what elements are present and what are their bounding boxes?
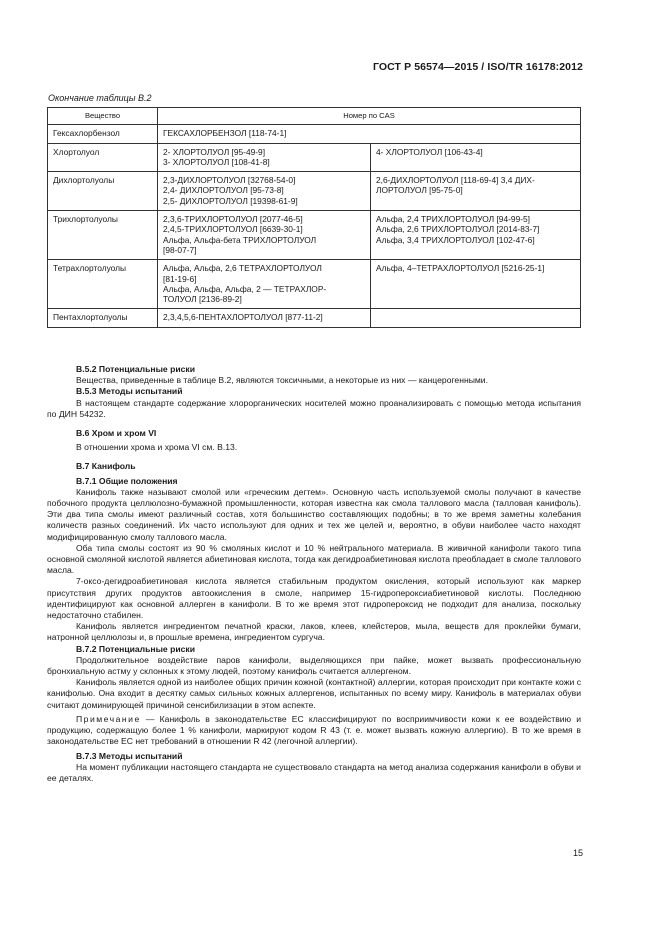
cas-line: ТОЛУОЛ [2136-89-2]: [163, 294, 242, 305]
cas-line: Альфа, Альфа-бета ТРИХЛОРТОЛУОЛ: [163, 234, 317, 245]
cas-cell: [158, 125, 581, 143]
document-header: ГОСТ Р 56574—2015 / ISO/TR 16178:2012: [372, 61, 583, 73]
paragraph: Канифоль является одной из наиболее общих причин кожной (контактной) аллергии, которая происходит при контакте кожи с канифолью. Она входит в десятку самых сильных кожных аллергенов, испытанных по всему миру. Канифоль в материалах обуви считают доминирующей причиной сенсибилизации в этом аспекте.: [47, 677, 581, 710]
section-heading-b73: В.7.3 Методы испытаний: [76, 750, 183, 761]
paragraph: Канифоль является ингредиентом печатной краски, лаков, клеев, клейстеров, мыла, веществ для проклейки бумаги, натронной целлюлозы и, в прошлые времена, ингредиентом сургуча.: [47, 621, 581, 643]
substance-cell: Дихлортолуолы: [48, 172, 158, 211]
cas-cell: [371, 143, 581, 172]
cas-line: [81-19-6]: [163, 273, 197, 284]
cas-line: Альфа, 4–ТЕТРАХЛОРТОЛУОЛ [5216-25-1]: [376, 263, 545, 274]
table-row: [48, 260, 581, 309]
cas-line: 2,3-ДИХЛОРТОЛУОЛ [32768-54-0]: [163, 175, 296, 186]
cas-cell: [158, 143, 371, 172]
page-number: 15: [572, 848, 583, 858]
section-heading-b52: В.5.2 Потенциальные риски: [76, 364, 195, 374]
cas-line: 2- ХЛОРТОЛУОЛ [95-49-9]: [163, 146, 266, 157]
paragraph: В настоящем стандарте содержание хлорорганических носителей можно проанализировать с помощью метода испытания по ДИН 54232.: [47, 397, 581, 419]
paragraph: На момент публикации настоящего стандарта не существовало стандарта на метод анализа содержания канифоли в обуви и ее деталях.: [47, 761, 581, 783]
note: [47, 714, 581, 748]
substance-cell: Пентахлортолуолы: [48, 309, 158, 327]
cas-line: 2,4,5-ТРИХЛОРТОЛУОЛ [6639-30-1]: [163, 224, 303, 235]
section-heading-b6: В.6 Хром и хром VI: [76, 428, 157, 439]
column-header-cas: Номер по CAS: [158, 108, 581, 125]
cas-cell: [158, 309, 371, 327]
cas-cell: [158, 172, 371, 211]
section-heading-b7: В.7 Канифоль: [76, 461, 136, 472]
cas-line: 2,4- ДИХЛОРТОЛУОЛ [95-73-8]: [163, 185, 284, 196]
substance-cell: Трихлортолуолы: [48, 211, 158, 260]
table-row: [48, 211, 581, 260]
cas-line: Альфа, Альфа, 2,6 ТЕТРАХЛОРТОЛУОЛ: [163, 263, 322, 274]
cas-line: 2,5- ДИХЛОРТОЛУОЛ [19398-61-9]: [163, 195, 298, 206]
cas-cell: [371, 309, 581, 327]
table-row: [48, 143, 581, 172]
section-heading-b53: В.5.3 Методы испытаний: [76, 386, 183, 397]
cas-cell: [371, 260, 581, 309]
cas-cell: [371, 172, 581, 211]
table-header-row: [48, 108, 581, 125]
cas-cell: [371, 211, 581, 260]
substance-cell: Гексахлорбензол: [48, 125, 158, 143]
cas-line: ЛОРТОЛУОЛ [95-75-0]: [376, 185, 463, 196]
cas-cell: [158, 211, 371, 260]
cas-line: [98-07-7]: [163, 244, 197, 255]
cas-line: 2,3,4,5,6-ПЕНТАХЛОРТОЛУОЛ [877-11-2]: [163, 312, 323, 323]
cas-line: 2,6-ДИХЛОРТОЛУОЛ [118-69-4] 3,4 ДИХ-: [376, 175, 535, 186]
cas-line: 2,3,6-ТРИХЛОРТОЛУОЛ [2077-46-5]: [163, 214, 303, 225]
cas-line: Альфа, 2,6 ТРИХЛОРТОЛУОЛ [2014-83-7]: [376, 224, 540, 235]
note-label: Примечание: [76, 713, 141, 724]
table-row: [48, 125, 581, 143]
table-caption: Окончание таблицы В.2: [48, 93, 152, 103]
substance-cell: Хлортолуол: [48, 143, 158, 172]
cas-line: 4- ХЛОРТОЛУОЛ [106-43-4]: [376, 146, 483, 157]
paragraph: Канифоль также называют смолой или «греческим дегтем». Основную часть используемой смолы получают в качестве побочного продукта целлюлозно-бумажной промышленности, которая известна как смола таллового масла (талловая канифоль). Эти два типа смолы имеют различный состав, хотя большинство составляющих подобны; в то же время заметны колебания количеств разных соединений. Их часто используют для одних и тех же целей и, вероятно, в обуви наиболее часто находят модифицированную смолу таллового масла.: [47, 486, 581, 542]
substance-cell: Тетрахлортолуолы: [48, 260, 158, 309]
paragraph: В отношении хрома и хрома VI см. В.13.: [76, 442, 238, 453]
section-heading-b72: В.7.2 Потенциальные риски: [76, 643, 195, 654]
table-row: [48, 172, 581, 211]
body-text: [47, 364, 581, 784]
cas-cell: [158, 260, 371, 309]
cas-line: Альфа, 2,4 ТРИХЛОРТОЛУОЛ [94-99-5]: [376, 214, 530, 225]
paragraph: Вещества, приведенные в таблице В.2, являются токсичными, а некоторые из них — канцерогенными.: [76, 375, 488, 386]
cas-line: 3- ХЛОРТОЛУОЛ [108-41-8]: [163, 156, 270, 167]
cas-line: Альфа, Альфа, Альфа, 2 — ТЕТРАХЛОР-: [163, 283, 327, 294]
paragraph: Оба типа смолы состоят из 90 % смоляных кислот и 10 % нейтрального материала. В живичной канифоли такого типа основной смоляной кислотой является абиетиновая кислота, тогда как дегидроабиетиновая кислота преобладает в смоле таллового масла.: [47, 542, 581, 576]
paragraph: 7-оксо-дегидроабиетиновая кислота является стабильным продуктом окисления, который используют как маркер присутствия других продуктов автоокисления в смоле, например 15-гидропероксиабиетиновой кислоты. Последнюю идентифицируют как основной аллерген в канифоли. В то же время этот гидропероксид не подходит для анализа, поскольку недостаточно стабилен.: [47, 576, 581, 621]
cas-line: Альфа, 3,4 ТРИХЛОРТОЛУОЛ [102-47-6]: [376, 234, 535, 245]
section-heading-b71: В.7.1 Общие положения: [76, 475, 178, 486]
note-text: — Канифоль в законодательстве ЕС классифицируют по восприимчивости кожи к ее воздействию и продукцию, содержащую более 1 % канифоли, маркируют кодом R 43 (т. е. может вызвать кожную аллергию). В то же время в законодательстве ЕС нет требований в отношении R 42 (легочной аллергии).: [47, 713, 581, 747]
table-row: [48, 309, 581, 327]
cas-line: ГЕКСАХЛОРБЕНЗОЛ [118-74-1]: [163, 128, 287, 139]
column-header-substance: Вещество: [48, 108, 158, 125]
cas-table: [47, 107, 581, 328]
paragraph: Продолжительное воздействие паров канифоли, выделяющихся при пайке, может вызвать профессиональную бронхиальную астму у склонных к этому людей, поэтому канифоль считается аллергеном.: [47, 654, 581, 677]
